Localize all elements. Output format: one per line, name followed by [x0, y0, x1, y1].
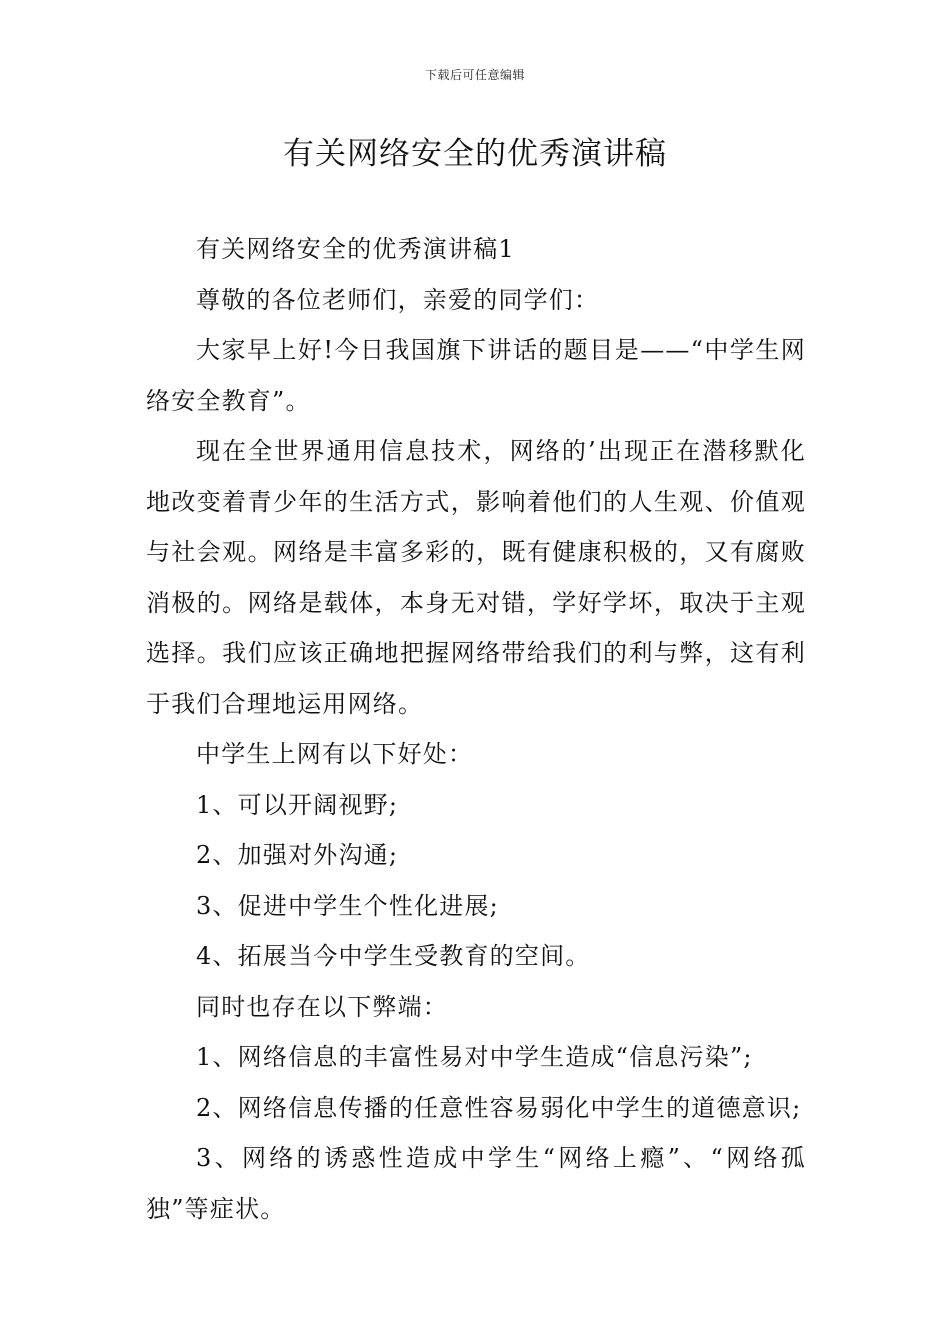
paragraph-subtitle: 有关网络安全的优秀演讲稿1 — [196, 235, 515, 263]
paragraph-benefits-heading: 中学生上网有以下好处： — [196, 740, 474, 768]
document-body — [146, 224, 806, 1234]
list-item-benefit-2: 2、加强对外沟通; — [196, 841, 399, 869]
paragraph-main: 现在全世界通用信息技术，网络的’出现正在潜移默化地改变着青少年的生活方式，影响着他们的人生观、价值观与社会观。网络是丰富多彩的，既有健康积极的，又有腐败消极的。网络是载体，本身无对错，学好学坏，取决于主观选择。我们应该正确地把握网络带给我们的利与弊，这有利于我们合理地运用网络。 — [146, 437, 806, 718]
list-item-drawback-1: 1、网络信息的丰富性易对中学生造成“信息污染”; — [196, 1043, 753, 1071]
list-item-drawback-2: 2、网络信息传播的任意性容易弱化中学生的道德意识; — [196, 1093, 802, 1122]
header-note: 下载后可任意编辑 — [424, 68, 525, 82]
list-item-benefit-4: 4、拓展当今中学生受教育的空间。 — [196, 942, 591, 970]
list-item-drawback-3: 3、网络的诱惑性造成中学生“网络上瘾”、“网络孤独”等症状。 — [146, 1144, 806, 1223]
list-item-benefit-1: 1、可以开阔视野; — [196, 790, 399, 819]
paragraph-drawbacks-heading: 同时也存在以下弊端： — [196, 992, 448, 1021]
paragraph-greeting: 尊敬的各位老师们，亲爱的同学们： — [196, 285, 600, 314]
paragraph-intro: 大家早上好!今日我国旗下讲话的题目是——“中学生网络安全教育”。 — [146, 336, 806, 415]
document-title: 有关网络安全的优秀演讲稿 — [283, 136, 667, 172]
list-item-benefit-3: 3、促进中学生个性化进展; — [196, 891, 499, 920]
